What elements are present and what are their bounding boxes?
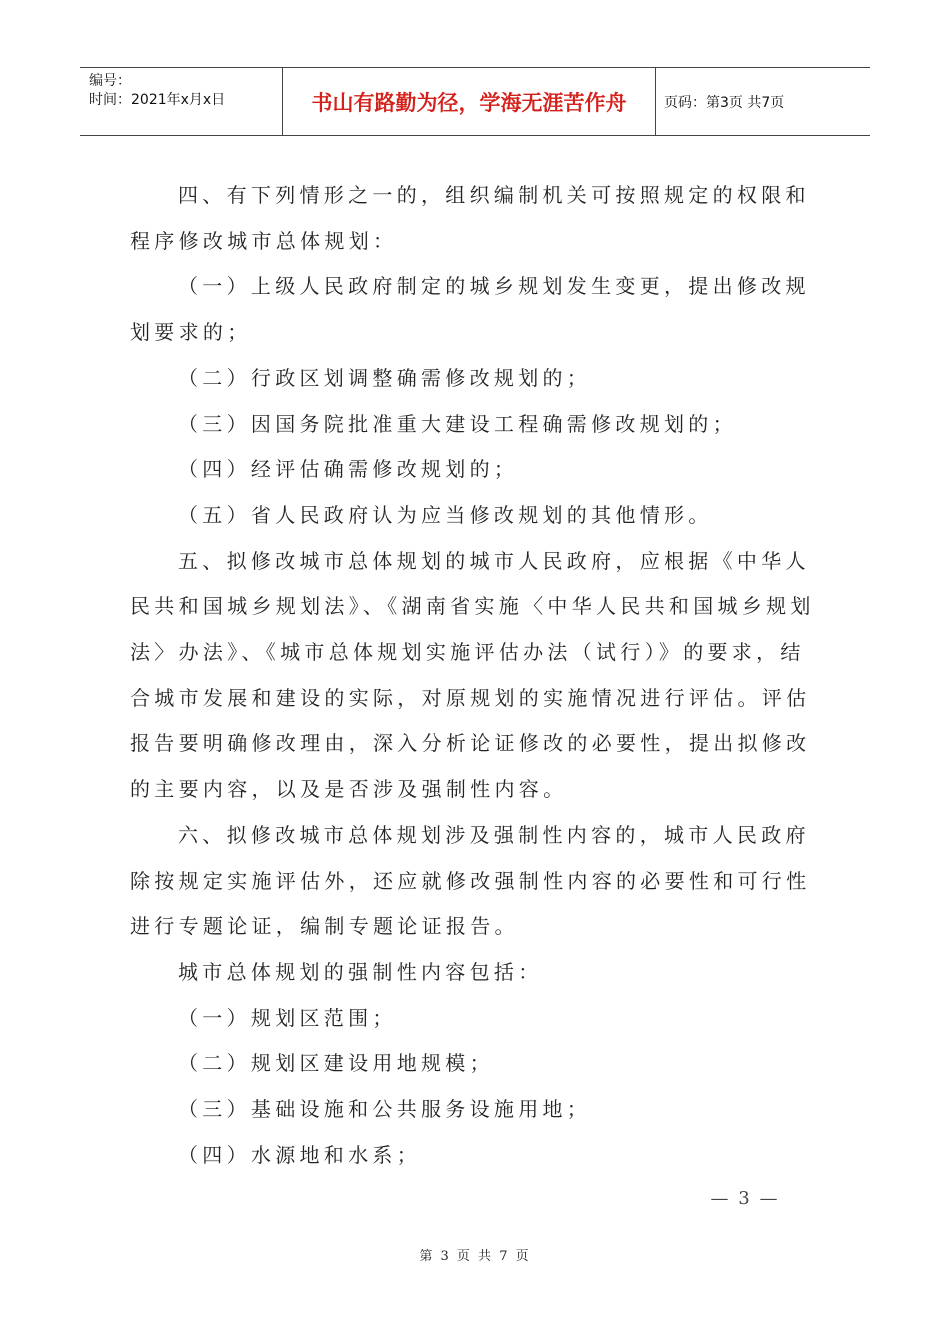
- header-page-info: 页码：第3页 共7页: [664, 94, 785, 111]
- body-line: 法〉办法》、《城市总体规划实施评估办法（试行）》的要求，结: [130, 640, 805, 664]
- document-header: [80, 67, 870, 136]
- body-line: 的主要内容，以及是否涉及强制性内容。: [130, 777, 568, 801]
- body-line: 四、有下列情形之一的，组织编制机关可按照规定的权限和: [178, 183, 810, 207]
- body-line: 除按规定实施评估外，还应就修改强制性内容的必要性和可行性: [130, 869, 811, 893]
- body-line: 五、拟修改城市总体规划的城市人民政府，应根据《中华人: [178, 549, 810, 573]
- body-line: 划要求的；: [130, 320, 252, 344]
- body-line: （五）省人民政府认为应当修改规划的其他情形。: [178, 503, 713, 527]
- header-number-label: 编号：: [89, 73, 131, 89]
- body-line: （二）规划区建设用地规模；: [178, 1051, 494, 1075]
- body-line: （三）基础设施和公共服务设施用地；: [178, 1097, 592, 1121]
- header-time-label: 时间：2021年x月x日: [89, 92, 226, 108]
- body-line: （三）因国务院批准重大建设工程确需修改规划的；: [178, 412, 737, 436]
- page-footer: 第 3 页 共 7 页: [419, 1249, 531, 1264]
- body-line: 民共和国城乡规划法》、《湖南省实施〈中华人民共和国城乡规划: [130, 594, 815, 618]
- body-line: （四）水源地和水系；: [178, 1143, 421, 1167]
- body-line: 城市总体规划的强制性内容包括：: [178, 960, 543, 984]
- page-number-mark: — 3 —: [710, 1188, 780, 1209]
- body-line: 进行专题论证，编制专题论证报告。: [130, 914, 519, 938]
- header-motto: 书山有路勤为径，学海无涯苦作舟: [283, 68, 656, 135]
- body-line: （二）行政区划调整确需修改规划的；: [178, 366, 592, 390]
- body-line: 报告要明确修改理由，深入分析论证修改的必要性，提出拟修改: [130, 731, 811, 755]
- body-line: （四）经评估确需修改规划的；: [178, 457, 519, 481]
- body-line: （一）规划区范围；: [178, 1006, 397, 1030]
- header-meta: [80, 68, 283, 135]
- body-line: （一）上级人民政府制定的城乡规划发生变更，提出修改规: [178, 274, 810, 298]
- body-line: 程序修改城市总体规划：: [130, 229, 398, 253]
- body-line: 六、拟修改城市总体规划涉及强制性内容的，城市人民政府: [178, 823, 810, 847]
- body-line: 合城市发展和建设的实际，对原规划的实施情况进行评估。评估: [130, 686, 811, 710]
